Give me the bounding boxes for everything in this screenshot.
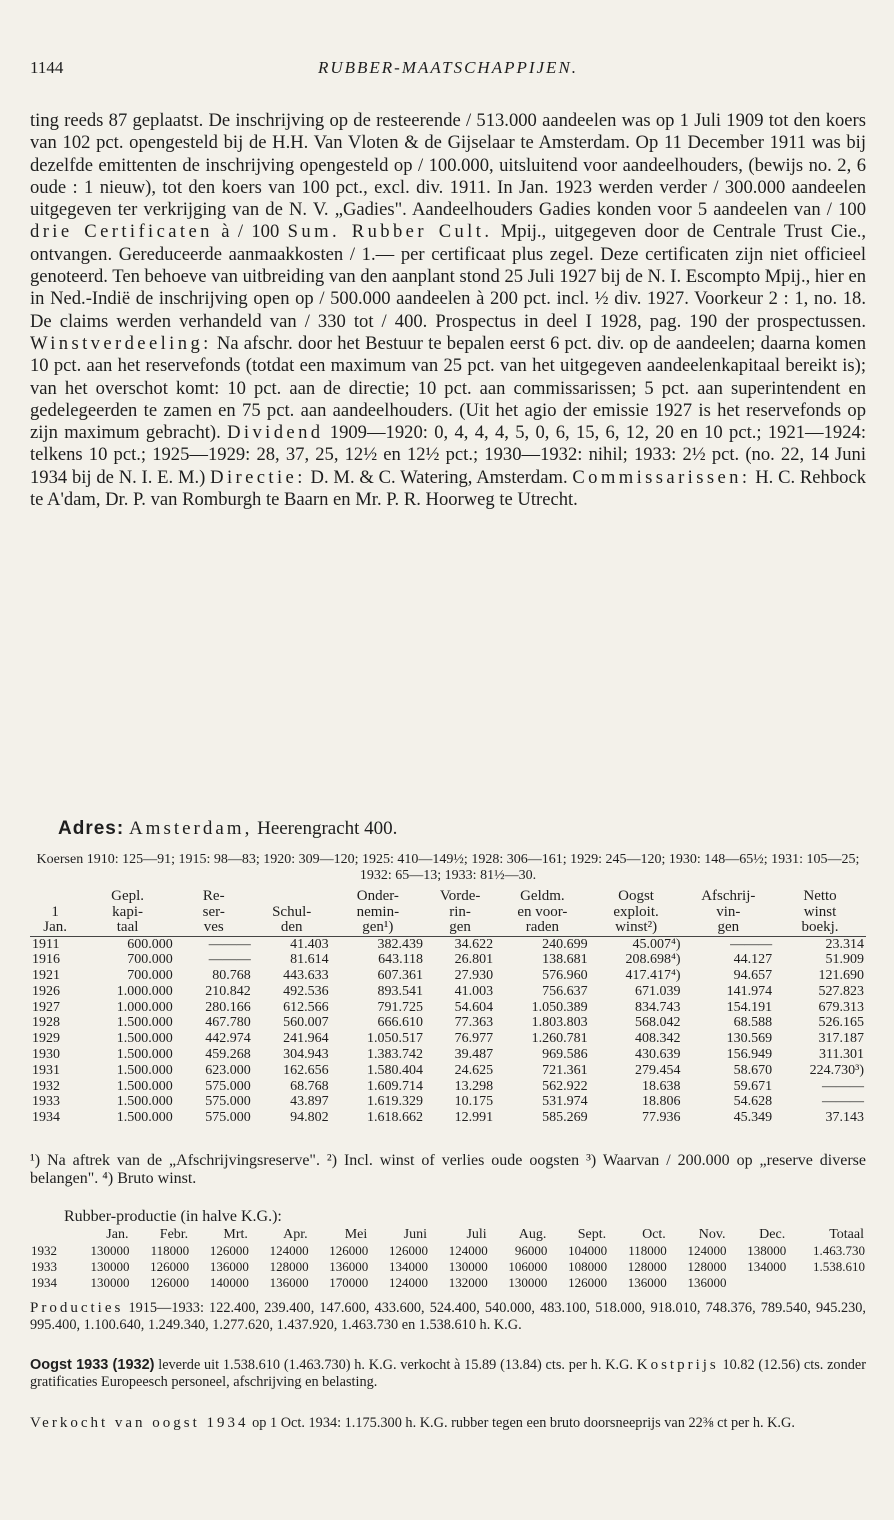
column-header: kapi- (112, 903, 143, 920)
financial-table (30, 889, 866, 1126)
table-cell: 1932 (31, 1243, 57, 1258)
table-cell: 1.000.000 (116, 983, 173, 999)
directie-heading: Directie: (210, 466, 306, 488)
table-row (30, 984, 866, 1000)
column-header: winst (803, 903, 837, 920)
table-cell: 138.681 (542, 952, 588, 968)
verkocht-text: op 1 Oct. 1934: 1.175.300 h. K.G. rubber tegen een bruto doorsneeprijs van 22⅜ ct per h. K.G. (248, 1415, 795, 1431)
table-cell: 1929 (32, 1031, 60, 1047)
oogst-text-2: 10.82 (12.56) cts. zonder gratificaties Europeesch personeel, afschrijving en belasting. (30, 1357, 866, 1390)
winstverdeeling-heading: Winstverdeeling: (30, 332, 212, 354)
table-cell: 27.930 (454, 968, 494, 984)
table-cell: 126000 (209, 1243, 249, 1258)
column-header: 1 (51, 903, 59, 920)
table-cell: 721.361 (542, 1062, 588, 1078)
column-header: en voor- (517, 903, 568, 920)
column-header: Jan. (30, 920, 80, 936)
table-cell: 382.439 (377, 936, 424, 952)
table-cell: 128000 (269, 1259, 309, 1274)
table-cell: 467.780 (205, 1015, 251, 1031)
column-header: rin- (449, 903, 471, 920)
table-cell: 612.566 (283, 999, 329, 1015)
oogst-paragraph (30, 1357, 866, 1391)
column-header: boekj. (774, 920, 866, 936)
table-cell: 1927 (32, 999, 60, 1015)
table-row (30, 1079, 866, 1095)
table-cell: 575.000 (205, 1110, 251, 1126)
column-header: Apr. (283, 1227, 308, 1242)
commissarissen-heading: Commissarissen: (572, 466, 751, 488)
page-number: 1144 (30, 58, 64, 77)
table-cell: 671.039 (635, 983, 681, 999)
column-header: Re- (202, 888, 225, 904)
address-label: Adres: (58, 818, 125, 839)
table-cell (787, 1275, 866, 1291)
table-cell: 1.383.742 (367, 1047, 424, 1063)
text-segment: 1909—1920: 0, 4, 4, 4, 5, 0, 6, 15, 6, 12, 20 en 10 pct.; 1921—1924: telkens 10 pct.; 1925—1929: 28, 37, 25, 12½ en 12½ pct.; 1930—1932: nihil; 1933: 2½ pct. (no. 22, 14 Juni 1934 bij de N. I. E. M.) (30, 422, 866, 488)
table-row (30, 936, 866, 952)
table-cell: 106000 (508, 1259, 548, 1274)
table-cell: 141.974 (726, 983, 773, 999)
table-cell: 136000 (329, 1259, 369, 1274)
table-cell: 170000 (329, 1275, 369, 1290)
table-cell: 39.487 (454, 1047, 494, 1063)
table-cell: 45.007⁴) (632, 936, 681, 952)
table-cell: 1.500.000 (116, 1062, 173, 1078)
text-segment: Na afschr. door het Bestuur te bepalen eerst 6 pct. div. op de aandeelen; daarna komen 10 pct. aan het reservefonds (totdat een maximum van 25 pct. van het uitgegeven aandeelenkapitaal bereikt is); van het overschot komt: 10 pct. aan de directie; 10 pct. aan commissarissen; 5 pct. aan superintendent en gedelegeerden te zamen en 75 pct. aan aandeelhouders. (Uit het agio der emissie 1927 is het reservefonds op zijn maximum gebracht). (30, 332, 866, 444)
column-header: Febr. (159, 1227, 189, 1242)
table-cell: 224.730³) (809, 1062, 864, 1078)
table-cell: 68.588 (733, 1015, 773, 1031)
table-cell: 607.361 (377, 968, 424, 984)
footnotes: ¹) Na aftrek van de „Afschrijvingsreserve". ²) Incl. winst of verlies oude oogsten ³) Waarvan / 200.000 op „reserve diverse belangen". ⁴) Bruto winst. (30, 1152, 866, 1187)
table-cell: 893.541 (377, 983, 424, 999)
table-cell: 527.823 (818, 983, 864, 999)
page-header (30, 58, 866, 82)
table-cell: 94.802 (290, 1110, 329, 1126)
column-header: Nov. (698, 1227, 726, 1242)
table-cell: 37.143 (825, 1110, 864, 1126)
table-row (30, 1000, 866, 1016)
table-cell: 430.639 (635, 1047, 681, 1063)
column-header: gen¹) (331, 920, 425, 936)
table-cell: 1911 (32, 936, 60, 952)
table-cell: 575.000 (205, 1094, 251, 1110)
table-cell: 562.922 (542, 1078, 588, 1094)
table-cell: 1.500.000 (116, 1078, 173, 1094)
table-cell: 241.964 (283, 1031, 329, 1047)
table-cell: 280.166 (205, 999, 251, 1015)
table-cell: 124000 (687, 1243, 727, 1258)
column-header (30, 889, 80, 905)
header-row (30, 920, 866, 936)
producties-text: 1915—1933: 122.400, 239.400, 147.600, 433.600, 524.400, 540.000, 483.100, 518.000, 918.010, 748.376, 789.540, 945.230, 995.400, 1.100.640, 1.249.340, 1.277.620, 1.437.920, 1.463.730 en 1.538.610 h. K.G. (30, 1300, 866, 1333)
table-row (30, 1094, 866, 1110)
table-cell: 44.127 (733, 952, 773, 968)
table-cell: 130.569 (726, 1031, 773, 1047)
table-cell: 96000 (514, 1243, 548, 1258)
table-cell: 1.050.517 (367, 1031, 424, 1047)
table-cell: 118000 (628, 1243, 667, 1258)
table-cell: 45.349 (733, 1110, 773, 1126)
column-header: Oogst (618, 888, 654, 904)
table-row (30, 1243, 866, 1259)
table-cell: 442.974 (205, 1031, 251, 1047)
table-cell: 12.991 (454, 1110, 494, 1126)
column-header: winst²) (590, 920, 683, 936)
table-cell: 1.618.662 (367, 1110, 424, 1126)
column-header: exploit. (613, 903, 659, 920)
table-cell: 600.000 (127, 936, 173, 952)
table-cell: 459.268 (205, 1047, 251, 1063)
table-cell: 154.191 (726, 999, 773, 1015)
column-header: Schul- (272, 903, 312, 920)
column-header: Geldm. (520, 888, 565, 904)
table-cell: 526.165 (818, 1015, 864, 1031)
table-cell: 208.698⁴) (625, 952, 681, 968)
column-header: Juni (403, 1227, 427, 1242)
table-cell: 130000 (448, 1259, 488, 1274)
table-cell: 51.909 (825, 952, 864, 968)
rubber-production-title: Rubber-productie (in halve K.G.): (64, 1208, 282, 1225)
table-row (30, 1047, 866, 1063)
table-cell: 304.943 (283, 1047, 329, 1063)
column-header: den (253, 920, 331, 936)
table-cell: 54.628 (733, 1094, 773, 1110)
table-cell: 136000 (627, 1275, 667, 1290)
table-row (30, 1031, 866, 1047)
column-header: Onder- (356, 888, 399, 904)
table-cell: 576.960 (542, 968, 588, 984)
table-cell: 1.050.389 (531, 999, 588, 1015)
table-cell: ——— (208, 952, 251, 968)
table-cell: 1.500.000 (116, 1047, 173, 1063)
column-header: Mrt. (223, 1227, 248, 1242)
header-row (30, 1227, 866, 1243)
producties-lead: Producties (30, 1300, 124, 1316)
table-cell: 54.604 (454, 999, 494, 1015)
table-cell: 130000 (90, 1243, 130, 1258)
table-cell: 210.842 (205, 983, 251, 999)
table-cell: 126000 (150, 1275, 190, 1290)
table-cell: 1.500.000 (116, 1094, 173, 1110)
table-cell: 94.657 (733, 968, 773, 984)
table-cell: 126000 (568, 1275, 608, 1290)
address-street: Heerengracht 400. (257, 818, 398, 839)
table-cell: 80.768 (212, 968, 251, 984)
table-cell: 77.363 (454, 1015, 494, 1031)
column-header: gen (425, 920, 495, 936)
table-cell: 443.633 (283, 968, 329, 984)
table-cell: 13.298 (454, 1078, 494, 1094)
table-cell: 43.897 (290, 1094, 329, 1110)
table-cell: 121.690 (818, 968, 864, 984)
column-header: Juli (466, 1227, 487, 1242)
table-cell: ——— (730, 936, 773, 952)
dividend-heading: Dividend (227, 422, 324, 444)
table-cell: 136000 (209, 1259, 249, 1274)
table-cell: 1931 (32, 1062, 60, 1078)
header-row (30, 905, 866, 921)
text-segment: D. M. & C. Watering, Amsterdam. (305, 466, 573, 488)
table-cell: 58.670 (733, 1062, 773, 1078)
table-cell: 134000 (747, 1259, 787, 1274)
table-cell: 130000 (90, 1259, 130, 1274)
column-header: Netto (803, 888, 837, 904)
table-cell: 1.000.000 (116, 999, 173, 1015)
table-cell: 136000 (269, 1275, 309, 1290)
column-header: Totaal (829, 1227, 864, 1242)
table-cell: 1.463.730 (813, 1243, 865, 1258)
oogst-lead: Oogst 1933 (1932) (30, 1357, 155, 1373)
table-cell: 81.614 (290, 952, 329, 968)
table-cell: 417.417⁴) (625, 968, 681, 984)
table-cell: 1.803.803 (531, 1015, 588, 1031)
table-cell: 130000 (508, 1275, 548, 1290)
table-cell: 126000 (150, 1259, 190, 1274)
column-header: Aug. (518, 1227, 547, 1242)
table-row (30, 1275, 866, 1291)
column-header: taal (80, 920, 174, 936)
spaced-term: drie Certificaten (30, 221, 213, 243)
table-row (30, 1063, 866, 1079)
column-header: raden (495, 920, 589, 936)
table-cell: 1930 (32, 1047, 60, 1063)
table-cell: 311.301 (819, 1047, 864, 1063)
table-cell: 1933 (32, 1094, 60, 1110)
table-row (30, 1110, 866, 1126)
table-cell: 128000 (627, 1259, 667, 1274)
table-cell (728, 1275, 788, 1291)
table-cell: 1933 (31, 1259, 57, 1274)
table-row (30, 952, 866, 968)
column-header: nemin- (356, 903, 400, 920)
column-header: Vorde- (439, 888, 481, 904)
table-cell: ——— (208, 936, 251, 952)
table-cell: 1.500.000 (116, 1110, 173, 1126)
table-cell: 408.342 (635, 1031, 681, 1047)
table-cell: 317.187 (818, 1031, 864, 1047)
table-cell: 1926 (32, 983, 60, 999)
address-city: Amsterdam, (128, 818, 253, 839)
table-cell: 560.007 (283, 1015, 329, 1031)
table-cell: 585.269 (542, 1110, 588, 1126)
table-cell: 1.500.000 (116, 1031, 173, 1047)
column-header: Oct. (642, 1227, 666, 1242)
table-cell: 128000 (687, 1259, 727, 1274)
producties-paragraph (30, 1300, 866, 1334)
table-cell: 623.000 (205, 1062, 251, 1078)
table-cell: 23.314 (825, 936, 864, 952)
table-cell: 575.000 (205, 1078, 251, 1094)
table-cell: 130000 (90, 1275, 130, 1290)
company-description (30, 110, 866, 511)
table-cell: 126000 (388, 1243, 428, 1258)
column-header (253, 889, 331, 905)
table-cell: 666.610 (377, 1015, 424, 1031)
column-header: Jan. (106, 1227, 129, 1242)
table-cell: 1.538.610 (813, 1259, 865, 1274)
table-cell: ——— (822, 1078, 864, 1094)
table-cell: 136000 (687, 1275, 727, 1290)
column-header: vin- (716, 903, 741, 920)
oogst-text: leverde uit 1.538.610 (1.463.730) h. K.G. verkocht à 15.89 (13.84) cts. per h. K.G. (154, 1357, 637, 1373)
column-header: Mei (344, 1227, 368, 1242)
column-header: Afschrij- (701, 888, 756, 904)
verkocht-paragraph (30, 1415, 866, 1432)
running-title: RUBBER-MAATSCHAPPIJEN. (317, 58, 579, 77)
table-cell: 26.801 (454, 952, 494, 968)
text-segment: H. C. Rehbock te A'dam, Dr. P. van Romburgh te Baarn en Mr. P. R. Hoorweg te Utrecht. (30, 466, 866, 511)
table-cell: 531.974 (542, 1094, 588, 1110)
table-cell: 18.806 (642, 1094, 681, 1110)
table-cell: 41.003 (454, 983, 494, 999)
column-header: ves (175, 920, 253, 936)
table-cell: 969.586 (542, 1047, 588, 1063)
table-cell: 1.619.329 (367, 1094, 424, 1110)
address-line (58, 818, 397, 840)
table-cell: 1.260.781 (531, 1031, 588, 1047)
table-cell: 134000 (388, 1259, 428, 1274)
table-cell: 1932 (32, 1078, 60, 1094)
column-header (30, 1227, 71, 1243)
table-cell: 568.042 (635, 1015, 681, 1031)
table-cell: 700.000 (127, 952, 173, 968)
column-header: ser- (202, 903, 225, 920)
table-cell: 643.118 (378, 952, 424, 968)
table-cell: 34.622 (454, 936, 494, 952)
header-row (30, 889, 866, 905)
table-cell: 77.936 (642, 1110, 681, 1126)
table-row (30, 1259, 866, 1275)
table-cell: 68.768 (290, 1078, 329, 1094)
koersen-line: Koersen 1910: 125—91; 1915: 98—83; 1920: 309—120; 1925: 410—149½; 1928: 306—161; 1929: 245—120; 1930: 148—65½; 1931: 105—25; 1932: 65—13; 1933: 81½—30. (36, 852, 860, 883)
spaced-term: Sum. Rubber Cult. (287, 221, 493, 243)
table-row (30, 1015, 866, 1031)
column-header: gen (683, 920, 775, 936)
table-cell: 124000 (448, 1243, 488, 1258)
text-segment: à / 100 (212, 221, 288, 243)
kostprijs-lead: Kostprijs (636, 1357, 719, 1373)
table-cell: 1921 (32, 968, 60, 984)
table-cell: 10.175 (454, 1094, 494, 1110)
table-cell: 108000 (568, 1259, 608, 1274)
table-cell: 1934 (31, 1275, 57, 1290)
column-header: Dec. (759, 1227, 786, 1242)
table-cell: 791.725 (377, 999, 424, 1015)
table-cell: 1.609.714 (367, 1078, 424, 1094)
table-cell: 132000 (448, 1275, 488, 1290)
table-cell: 1928 (32, 1015, 60, 1031)
table-cell: 24.625 (454, 1062, 494, 1078)
table-cell: 679.313 (818, 999, 864, 1015)
table-cell: 1916 (32, 952, 60, 968)
table-cell: 492.536 (283, 983, 329, 999)
column-header: Sept. (577, 1227, 607, 1242)
table-cell: 1934 (32, 1110, 60, 1126)
table-cell: 126000 (329, 1243, 369, 1258)
table-cell: 59.671 (733, 1078, 773, 1094)
table-cell: 104000 (568, 1243, 608, 1258)
table-cell: 756.637 (542, 983, 588, 999)
table-cell: 124000 (388, 1275, 428, 1290)
text-segment: Mpij., uitgegeven door de Centrale Trust Cie., ontvangen. Gereduceerde aanmaakkosten / 1.— per certificaat plus zegel. Deze certificaten zijn niet officieel genoteerd. Ten behoeve van uitbreiding van den aanplant stond 25 Juli 1927 bij de N. I. Escompto Mpij., hier en in Ned.-Indië de inschrijving open op / 500.000 aandeelen à 200 pct. incl. ½ div. 1927. Voorkeur 2 : 1, no. 18. De claims werden verhandeld van / 330 tot / 400. Prospectus in deel I 1928, pag. 190 der prospectussen. (30, 221, 867, 332)
table-cell: 18.638 (642, 1078, 681, 1094)
table-cell: 240.699 (542, 936, 588, 952)
table-cell: 162.656 (283, 1062, 329, 1078)
table-cell: 76.977 (454, 1031, 494, 1047)
text-segment: ting reeds 87 geplaatst. De inschrijving op de resteerende / 513.000 aandeelen was op 1 Juli 1909 tot den koers van 102 pct. opengesteld bij de H.H. Van Vloten & de Gijselaar te Amsterdam. Op 11 December 1911 was bij dezelfde emittenten de inschrijving opengesteld op / 100.000, uitsluitend voor aandeelhouders, (bewijs no. 2, 6 oude : 1 nieuw), tot den koers van 100 pct., excl. div. 1911. In Jan. 1923 werden verder / 300.000 aandeelen uitgegeven ter verkrijging van de N. V. „Gadies". Aandeelhouders Gadies konden voor 5 aandeelen van / 100 (30, 110, 866, 221)
table-row (30, 968, 866, 984)
table-cell: 41.403 (290, 936, 329, 952)
table-cell: 279.454 (635, 1062, 681, 1078)
table-cell: 140000 (209, 1275, 249, 1290)
table-cell: 1.580.404 (367, 1062, 424, 1078)
table-cell: 124000 (269, 1243, 309, 1258)
production-table (30, 1227, 866, 1291)
table-cell: 156.949 (726, 1047, 773, 1063)
table-cell: 834.743 (635, 999, 681, 1015)
table-cell: ——— (822, 1094, 864, 1110)
table-cell: 700.000 (127, 968, 173, 984)
column-header: Gepl. (111, 888, 145, 904)
table-cell: 118000 (150, 1243, 190, 1258)
verkocht-lead: Verkocht van oogst 1934 (30, 1415, 249, 1431)
table-cell: 1.500.000 (116, 1015, 173, 1031)
table-cell: 138000 (747, 1243, 787, 1258)
